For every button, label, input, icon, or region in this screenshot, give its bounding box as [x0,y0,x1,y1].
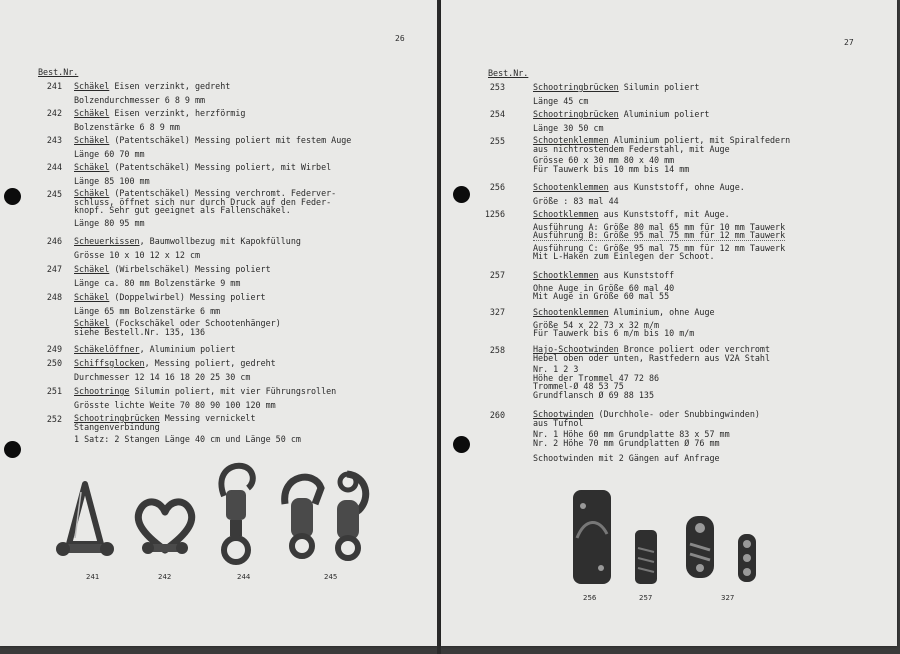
product-name: Schäkel [74,162,110,172]
spec-line: 1 Satz: 2 Stangen Länge 40 cm und Länge 50 cm [74,434,301,444]
description-line: aus Tufnol [533,417,584,428]
product-name: Hajo-Schootwinden [533,344,619,354]
item-number: 247 [46,264,62,274]
shackle-patent-image [275,464,375,564]
spec-line: Bolzenstärke 6 8 9 mm [74,121,180,132]
item-number: 254 [489,109,505,119]
item-number: 253 [489,82,505,92]
product-name: Scheuerkissen [74,236,140,246]
description-line: aus nichtrostendem Federstahl, mit Auge [533,143,730,154]
item-number: 251 [46,386,62,396]
spec-line: Für Tauwerk bis 10 mm bis 14 mm [533,163,690,174]
item-number: 248 [46,292,62,302]
note-line: Schootwinden mit 2 Gängen auf Anfrage [533,453,720,463]
description-line: knopf. Sehr gut geeignet als Fallenschäkel. [74,205,291,215]
product-name: Schootringbrücken [533,82,619,92]
product-name: Schootklemmen [533,209,599,219]
left-page: 26 Best.Nr. 241 Schäkel Eisen verzinkt, gedreht Bolzendurchmesser 6 8 9 mm 242 Schäkel Eisen verzinkt, herzförmig Bolzenstärke 6 8 9 mm 243 Schäkel (Patentschäkel) Messing poliert mit festem Auge Länge 60 70 mm 244 Schäkel (Patentschäkel) Messing poliert, mit Wirbel Länge 85 100 mm 245 Schäkel (Patentschäkel) Messing verchromt. Federver- schluss, öffnet sich nur durch Druck auf den Feder- knopf. Sehr gut geeignet als Fallenschäkel. Länge 80 95 mm 246 Scheuerkissen, Baumwollbezug mit Kapokfüllung Grösse 10 x 10 12 x 12 cm 247 Schäkel (Wirbelschäkel) Messing poliert Länge ca. 80 mm Bolzenstärke 9 mm 248 Schäkel (Doppelwirbel) Messing poliert Länge 65 mm Bolzenstärke 6 mm Schäkel (Fockschäkel oder Schootenhänger) siehe Bestell.Nr. 135, 136 249 Schäkelöffner, Aluminium poliert 250 Schiffsglocken, Messing poliert, gedreht Durchmesser 12 14 16 18 20 25 30 cm 251 Schootringe Silumin poliert, mit vier Führungsrollen Grösste lichte Weite 70 80 90 100 120 mm 252 Schootringbrücken Messing vernickelt Stangenverbindung 1 Satz: 2 Stangen Länge 40 cm und Länge 50 cm 241 242 244 245 [0,0,437,646]
item-number: 1256 [484,209,505,219]
spec-line: Nr. 1 Höhe 60 mm Grundplatte 83 x 57 mm [533,429,730,439]
spec-line: Grösste lichte Weite 70 80 90 100 120 mm [74,399,276,410]
image-caption-257: 257 [639,594,653,602]
description-line: Hebel oben oder unten, Rastfedern aus V2A Stahl [533,352,770,363]
spec-table-row: Trommel-Ø 48 53 75 [533,381,624,391]
item-number: 256 [489,182,505,192]
spec-line: Größe 54 x 22 73 x 32 m/m [533,319,660,330]
spec-line: Ausführung A: Größe 80 mal 65 mm für 10 mm Tauwerk [533,221,786,232]
product-name: Schootenklemmen [533,182,609,192]
image-caption-256: 256 [583,594,597,602]
item-number: 252 [46,414,62,424]
spec-line: Länge 85 100 mm [74,175,150,186]
shackle-straight-image [55,478,115,566]
product-name: Schiffsglocken [74,358,145,368]
spec-line: Grösse 60 x 30 mm 80 x 40 mm [533,155,675,165]
spec-table-row: Grundflansch Ø 69 88 135 [533,389,655,400]
spec-line: Länge 65 mm Bolzenstärke 6 mm [74,305,221,316]
description-line: schluss, öffnet sich nur durch Druck auf den Feder- [74,196,332,207]
product-name: Schootringbrücken [74,413,160,423]
spec-line: Größe : 83 mal 44 [533,195,619,206]
product-name: Schäkel [74,81,110,91]
spec-line: Länge 45 cm [533,95,589,106]
product-name: Schäkel [74,318,110,328]
product-name: Schäkel [74,264,110,274]
spec-line: Ausführung B: Größe 95 mal 75 mm für 12 mm Tauwerk [533,230,786,240]
product-name: Schäkel [74,135,110,145]
item-number: 257 [489,270,505,280]
spec-line: Mit Auge in Größe 60 mal 55 [533,291,670,301]
description-line: Stangenverbindung [74,421,160,432]
cleat-256-image [569,488,615,588]
page-number-right: 27 [844,38,854,47]
item-number: 245 [46,189,62,199]
spec-line: Länge 30 50 cm [533,122,604,133]
item-number: 260 [489,410,505,420]
product-name: Schäkelöffner [74,344,140,354]
item-number: 242 [46,108,62,118]
shackle-swivel-image [212,462,260,570]
item-number: 250 [46,358,62,368]
spec-table-header: Nr. 1 2 3 [533,364,579,374]
page-number-left: 26 [395,34,405,43]
product-name: Schäkel [74,188,110,198]
item-number: 255 [489,136,505,146]
cleat-327-image [736,532,758,584]
punch-hole [453,186,470,203]
product-name: Schootenklemmen [533,135,609,145]
spec-line: Länge 80 95 mm [74,217,145,228]
product-name: Schootklemmen [533,270,599,280]
spec-table-row: Höhe der Trommel 47 72 86 [533,372,660,383]
spec-line: Für Tauwerk bis 6 m/m bis 10 m/m [533,328,695,338]
right-page: 27 Best.Nr. 253 Schootringbrücken Silumin poliert Länge 45 cm 254 Schootringbrücken Aluminium poliert Länge 30 50 cm 255 Schootenklemmen Aluminium poliert, mit Spiralfedern aus nichtrostendem Federstahl, mit Auge Grösse 60 x 30 mm 80 x 40 mm Für Tauwerk bis 10 mm bis 14 mm 256 Schootenklemmen aus Kunststoff, ohne Auge. Größe : 83 mal 44 1256 Schootklemmen aus Kunststoff, mit Auge. Ausführung A: Größe 80 mal 65 mm für 10 mm Tauwerk Ausführung B: Größe 95 mal 75 mm für 12 mm Tauwerk Ausführung C: Größe 95 mal 75 mm für 12 mm Tauwerk Mit L-Haken zum Einlegen der Schoot. 257 Schootklemmen aus Kunststoff Ohne Auge in Größe 60 mal 40 Mit Auge in Größe 60 mal 55 327 Schootenklemmen Aluminium, ohne Auge Größe 54 x 22 73 x 32 m/m Für Tauwerk bis 6 m/m bis 10 m/m 258 Hajo-Schootwinden Bronce poliert oder verchromt Hebel oben oder unten, Rastfedern aus V2A Stahl Nr. 1 2 3 Höhe der Trommel 47 72 86 Trommel-Ø 48 53 75 Grundflansch Ø 69 88 135 260 Schootwinden (Durchhole- oder Snubbingwinden) aus Tufnol Nr. 1 Höhe 60 mm Grundplatte 83 x 57 mm Nr. 2 Höhe 70 mm Grundplatten Ø 76 mm Schootwinden mit 2 Gängen auf Anfrage 256 257 327 [441,0,897,646]
product-name: Schootringe [74,386,130,396]
product-name: Schootringbrücken [533,109,619,119]
spec-line: Ausführung C: Größe 95 mal 75 mm für 12 mm Tauwerk [533,242,786,253]
product-name: Schootwinden [533,409,594,419]
image-caption-245: 245 [324,573,338,581]
spec-line: Mit L-Haken zum Einlegen der Schoot. [533,251,715,261]
image-caption-241: 241 [86,573,100,581]
item-number: 258 [489,345,505,355]
shackle-heart-image [130,492,200,562]
spec-line: Ohne Auge in Größe 60 mal 40 [533,282,675,293]
spec-line: Grösse 10 x 10 12 x 12 cm [74,249,201,260]
punch-hole [453,436,470,453]
product-name: Schäkel [74,292,110,302]
product-name: Schootenklemmen [533,307,609,317]
image-caption-244: 244 [237,573,251,581]
spec-line: Länge ca. 80 mm Bolzenstärke 9 mm [74,277,241,288]
column-header: Best.Nr. [38,67,79,77]
item-number: 241 [46,81,62,91]
punch-hole [4,188,21,205]
column-header: Best.Nr. [488,68,529,78]
item-number: 243 [46,135,62,145]
item-number: 249 [46,344,62,354]
image-caption-242: 242 [158,573,172,581]
reference-line: siehe Bestell.Nr. 135, 136 [74,326,206,337]
punch-hole [4,441,21,458]
cleat-257-image [633,528,659,586]
image-caption-327: 327 [721,594,735,602]
spec-line: Bolzendurchmesser 6 8 9 mm [74,94,206,105]
item-number: 327 [489,307,505,317]
cleat-tufnol-image [684,514,716,580]
spec-line: Nr. 2 Höhe 70 mm Grundplatten Ø 76 mm [533,437,720,448]
spec-line: Länge 60 70 mm [74,148,145,159]
spec-line: Durchmesser 12 14 16 18 20 25 30 cm [74,371,251,382]
item-number: 246 [46,236,62,246]
item-number: 244 [46,162,62,172]
product-name: Schäkel [74,108,110,118]
